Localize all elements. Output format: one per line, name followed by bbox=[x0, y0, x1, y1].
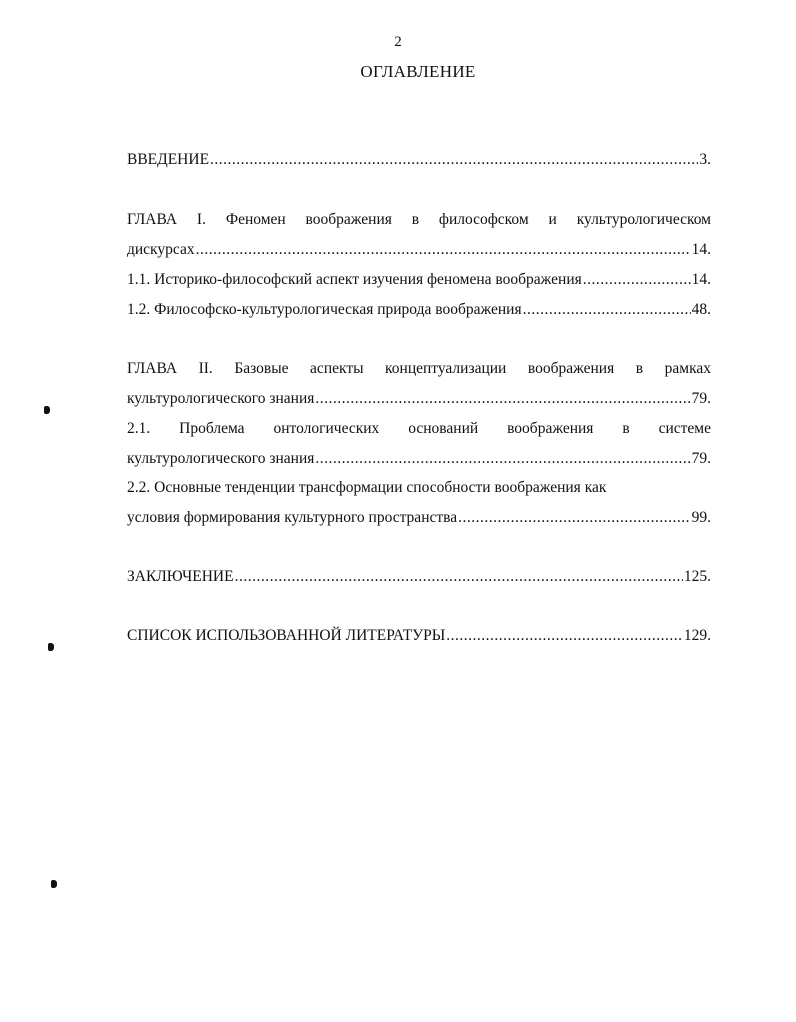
scan-speck bbox=[48, 643, 54, 651]
leader-dots bbox=[210, 150, 698, 170]
toc-entry-section-2-1-line2[interactable] bbox=[127, 449, 711, 469]
toc-entry-references[interactable] bbox=[127, 626, 711, 646]
toc-entry-page: 14. bbox=[691, 271, 711, 288]
leader-dots bbox=[235, 567, 683, 587]
leader-dots bbox=[458, 508, 690, 528]
toc-entry-page: 48. bbox=[691, 301, 711, 318]
leader-dots bbox=[446, 626, 683, 646]
page-number: 2 bbox=[394, 34, 402, 50]
toc-entry-section-1-2[interactable] bbox=[127, 300, 711, 320]
toc-entry-page: 79. bbox=[691, 390, 711, 407]
toc-entry-section-1-1[interactable] bbox=[127, 270, 711, 290]
toc-entry-page: 79. bbox=[691, 450, 711, 467]
leader-dots bbox=[583, 270, 691, 290]
toc-entry-section-2-1-line1[interactable]: 2.1. Проблема онтологических оснований воображения в системе bbox=[127, 420, 711, 437]
toc-entry-page: 129. bbox=[683, 627, 711, 644]
toc-entry-page: 14. bbox=[691, 241, 711, 258]
leader-dots bbox=[315, 449, 690, 469]
toc-entry-label: ЗАКЛЮЧЕНИЕ bbox=[127, 568, 234, 585]
scan-speck bbox=[51, 880, 57, 888]
scan-speck bbox=[44, 406, 50, 414]
toc-entry-chapter-2-line1[interactable]: ГЛАВА II. Базовые аспекты концептуализации воображения в рамках bbox=[127, 360, 711, 377]
toc-entry-label: ВВЕДЕНИЕ bbox=[127, 151, 210, 168]
toc-entry-label: 1.1. Историко-философский аспект изучения феномена воображения bbox=[127, 271, 582, 288]
toc-entry-section-2-2-line2[interactable] bbox=[127, 508, 711, 528]
leader-dots bbox=[196, 240, 691, 260]
toc-entry-label: 1.2. Философско-культурологическая природа воображения bbox=[127, 301, 522, 318]
toc-entry-page: 99. bbox=[691, 509, 711, 526]
leader-dots bbox=[523, 300, 691, 320]
toc-entry-page: 125. bbox=[683, 568, 711, 585]
toc-entry-label: условия формирования культурного пространства bbox=[127, 509, 458, 526]
toc-entry-section-2-2-line1[interactable]: 2.2. Основные тенденции трансформации способности воображения как bbox=[127, 479, 607, 496]
toc-entry-page: 3. bbox=[699, 151, 711, 168]
toc-entry-chapter-1-line2[interactable] bbox=[127, 240, 711, 260]
toc-entry-intro[interactable] bbox=[127, 150, 711, 170]
toc-entry-chapter-1-line1[interactable]: ГЛАВА I. Феномен воображения в философском и культурологическом bbox=[127, 211, 711, 228]
toc-entry-label: СПИСОК ИСПОЛЬЗОВАННОЙ ЛИТЕРАТУРЫ bbox=[127, 627, 446, 644]
toc-entry-label: культурологического знания bbox=[127, 390, 315, 407]
toc-entry-chapter-2-line2[interactable] bbox=[127, 389, 711, 409]
toc-title: ОГЛАВЛЕНИЕ bbox=[360, 62, 476, 81]
toc-entry-label: дискурсах bbox=[127, 241, 195, 258]
toc-entry-conclusion[interactable] bbox=[127, 567, 711, 587]
leader-dots bbox=[315, 389, 690, 409]
toc-entry-label: культурологического знания bbox=[127, 450, 315, 467]
